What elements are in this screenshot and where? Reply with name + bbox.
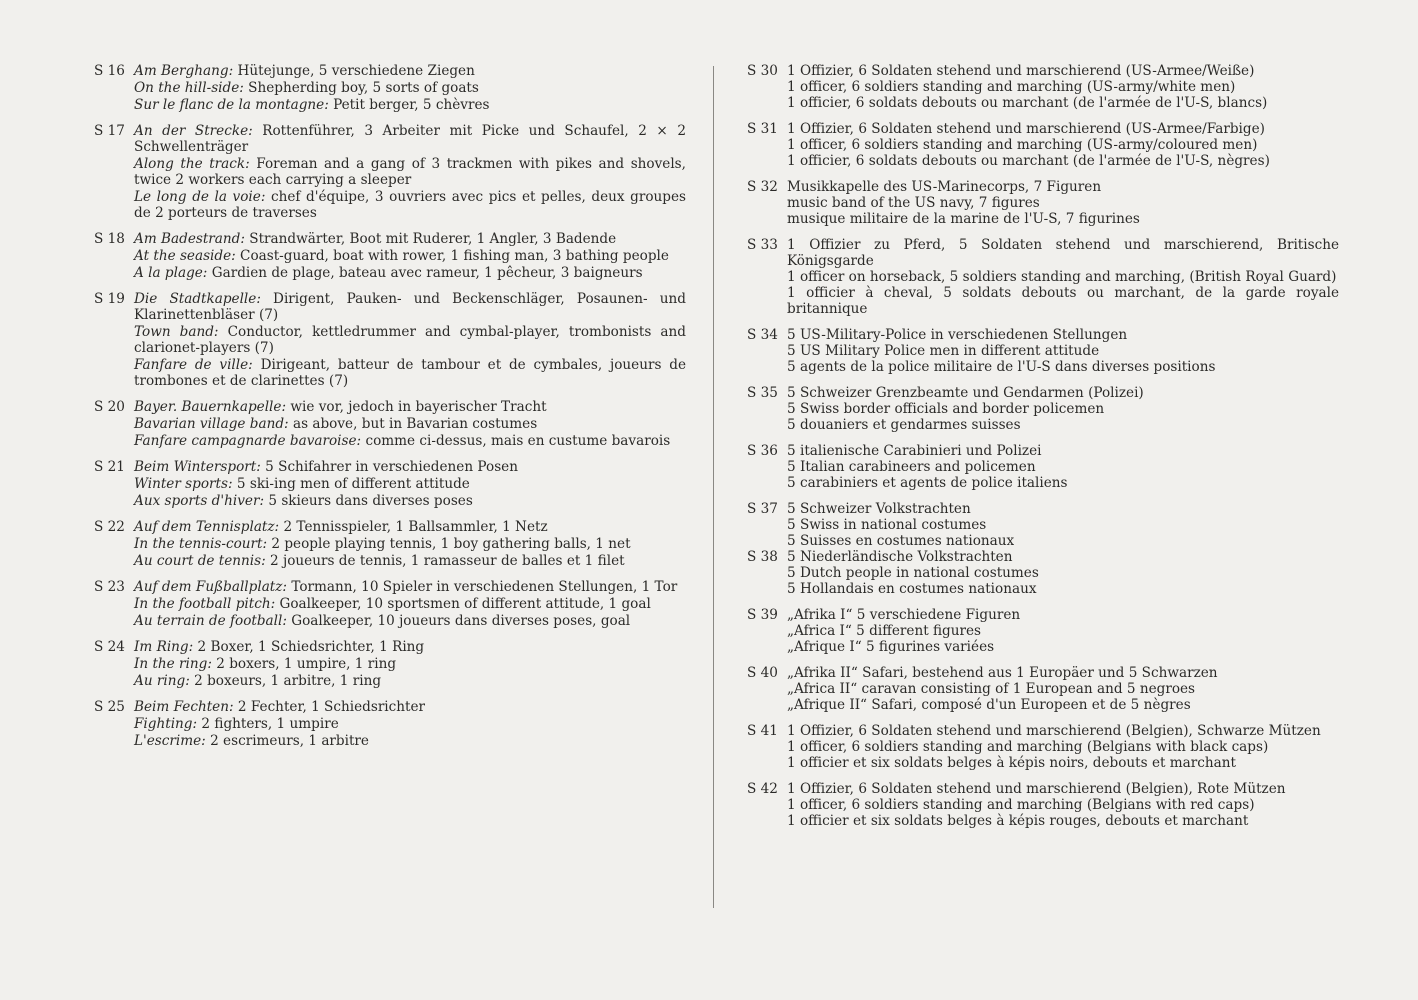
entry-description bbox=[787, 385, 1339, 433]
description-line bbox=[134, 433, 686, 449]
catalog-entry bbox=[747, 385, 1339, 433]
entry-description bbox=[134, 291, 686, 389]
entry-code: S 32 bbox=[747, 179, 778, 195]
entry-description bbox=[787, 121, 1339, 169]
scene-label: Am Badestrand: bbox=[134, 231, 245, 247]
entry-code: S 25 bbox=[94, 699, 125, 715]
description-line bbox=[134, 248, 686, 264]
scene-text: chef d'équipe, 3 ouvriers avec pics et pelles, deux groupes de 2 porteurs de traverses bbox=[134, 189, 686, 221]
description-line: „Africa I“ 5 different figures bbox=[787, 623, 982, 639]
scene-label: An der Strecke: bbox=[134, 123, 253, 139]
entry-description bbox=[134, 459, 686, 509]
catalog-entry bbox=[747, 179, 1339, 227]
scene-label: At the seaside: bbox=[134, 248, 236, 264]
description-line bbox=[134, 291, 686, 323]
scene-label: Along the track: bbox=[134, 156, 250, 172]
description-line bbox=[134, 733, 686, 749]
description-line: 5 Suisses en costumes nationaux bbox=[787, 533, 1015, 549]
description-line bbox=[134, 493, 686, 509]
catalog-entry bbox=[747, 443, 1339, 491]
scene-label: In the football pitch: bbox=[134, 596, 276, 612]
scene-text: Goalkeeper, 10 sportsmen of different attitude, 1 goal bbox=[275, 596, 651, 612]
entry-code: S 17 bbox=[94, 123, 125, 139]
entry-code: S 18 bbox=[94, 231, 125, 247]
catalog-entry bbox=[747, 121, 1339, 169]
description-line: „Afrique II“ Safari, composé d'un Europeen et de 5 nègres bbox=[787, 697, 1191, 713]
description-line: 5 Schweizer Volkstrachten bbox=[787, 501, 971, 517]
scene-text: Coast-guard, boat with rower, 1 fishing man, 3 bathing people bbox=[235, 248, 669, 264]
description-line bbox=[134, 63, 686, 79]
entry-description bbox=[787, 549, 1339, 597]
description-line: „Africa II“ caravan consisting of 1 European and 5 negroes bbox=[787, 681, 1196, 697]
scene-label: Beim Fechten: bbox=[134, 699, 234, 715]
scene-label: Am Berghang: bbox=[134, 63, 234, 79]
scene-text: Tormann, 10 Spieler in verschiedenen Stellungen, 1 Tor bbox=[287, 579, 678, 595]
catalog-entry bbox=[747, 63, 1339, 111]
entry-code: S 24 bbox=[94, 639, 125, 655]
scene-label: Die Stadtkapelle: bbox=[134, 291, 261, 307]
description-line: 1 officer on horseback, 5 soldiers standing and marching, (British Royal Guard) bbox=[787, 269, 1337, 285]
scene-text: wie vor, jedoch in bayerischer Tracht bbox=[286, 399, 547, 415]
description-line bbox=[134, 699, 686, 715]
right-column bbox=[747, 63, 1339, 839]
description-line: 5 Dutch people in national costumes bbox=[787, 565, 1039, 581]
entry-description bbox=[787, 781, 1339, 829]
description-line bbox=[134, 579, 686, 595]
entry-description bbox=[787, 607, 1339, 655]
scene-label: On the hill-side: bbox=[134, 80, 244, 96]
entry-description bbox=[787, 443, 1339, 491]
description-line bbox=[134, 639, 686, 655]
scene-text: 2 boxeurs, 1 arbitre, 1 ring bbox=[189, 673, 382, 689]
scene-text: 5 ski-ing men of different attitude bbox=[232, 476, 470, 492]
catalog-entry bbox=[747, 781, 1339, 829]
entry-description bbox=[134, 399, 686, 449]
description-line: 1 Offizier, 6 Soldaten stehend und marschierend (Belgien), Rote Mützen bbox=[787, 781, 1286, 797]
catalog-entry bbox=[747, 607, 1339, 655]
catalog-entry bbox=[747, 549, 1339, 597]
description-line: 1 officier à cheval, 5 soldats debouts ou marchant, de la garde royale britannique bbox=[787, 285, 1339, 317]
description-line bbox=[134, 553, 686, 569]
description-line bbox=[134, 357, 686, 389]
scene-text: 2 Fechter, 1 Schiedsrichter bbox=[233, 699, 426, 715]
description-line: 5 Swiss in national costumes bbox=[787, 517, 987, 533]
scene-text: 2 Tennisspieler, 1 Ballsammler, 1 Netz bbox=[279, 519, 548, 535]
description-line bbox=[134, 80, 686, 96]
catalog-entry bbox=[94, 399, 686, 449]
scene-text: Dirigent, Pauken- und Beckenschläger, Posaunen- und Klarinettenbläser (7) bbox=[134, 291, 686, 323]
entry-code: S 23 bbox=[94, 579, 125, 595]
scene-text: Goalkeeper, 10 joueurs dans diverses poses, goal bbox=[286, 613, 631, 629]
description-line: „Afrika I“ 5 verschiedene Figuren bbox=[787, 607, 1021, 623]
description-line: 1 officier et six soldats belges à képis rouges, debouts et marchant bbox=[787, 813, 1249, 829]
scene-text: 2 boxers, 1 umpire, 1 ring bbox=[211, 656, 397, 672]
catalog-entry bbox=[94, 63, 686, 113]
entry-code: S 37 bbox=[747, 501, 778, 517]
scene-label: Beim Wintersport: bbox=[134, 459, 261, 475]
description-line: music band of the US navy, 7 figures bbox=[787, 195, 1040, 211]
catalog-entry bbox=[94, 519, 686, 569]
scene-text: Conductor, kettledrummer and cymbal-player, trombonists and clarionet-players (7) bbox=[134, 324, 686, 356]
scene-text: Rottenführer, 3 Arbeiter mit Picke und Schaufel, 2 × 2 Schwellenträger bbox=[134, 123, 686, 155]
entry-description bbox=[134, 231, 686, 281]
entry-description bbox=[134, 579, 686, 629]
entry-description bbox=[134, 123, 686, 221]
description-line: musique militaire de la marine de l'U-S, 7 figurines bbox=[787, 211, 1140, 227]
catalog-entry bbox=[94, 459, 686, 509]
entry-code: S 35 bbox=[747, 385, 778, 401]
description-line bbox=[134, 656, 686, 672]
description-line bbox=[134, 673, 686, 689]
entry-description bbox=[134, 63, 686, 113]
scene-text: Dirigeant, batteur de tambour et de cymbales, joueurs de trombones et de clarinettes (7) bbox=[134, 357, 686, 389]
description-line bbox=[134, 536, 686, 552]
description-line: 5 italienische Carabinieri und Polizei bbox=[787, 443, 1042, 459]
description-line: 5 Italian carabineers and policemen bbox=[787, 459, 1036, 475]
description-line bbox=[134, 459, 686, 475]
scene-label: In the tennis-court: bbox=[134, 536, 268, 552]
description-line: 5 Swiss border officials and border policemen bbox=[787, 401, 1105, 417]
entry-code: S 16 bbox=[94, 63, 125, 79]
entry-description bbox=[787, 179, 1339, 227]
entry-code: S 33 bbox=[747, 237, 778, 253]
scene-text: Hütejunge, 5 verschiedene Ziegen bbox=[233, 63, 475, 79]
catalog-entry bbox=[94, 579, 686, 629]
entry-description bbox=[787, 665, 1339, 713]
description-line bbox=[134, 231, 686, 247]
scene-text: Foreman and a gang of 3 trackmen with pikes and shovels, twice 2 workers each carrying a sleeper bbox=[134, 156, 686, 188]
catalog-entry bbox=[94, 123, 686, 221]
scene-label: Auf dem Tennisplatz: bbox=[134, 519, 280, 535]
scene-text: Gardien de plage, bateau avec rameur, 1 pêcheur, 3 baigneurs bbox=[207, 265, 643, 281]
scene-text: Shepherding boy, 5 sorts of goats bbox=[243, 80, 479, 96]
description-line: 1 officier, 6 soldats debouts ou marchant (de l'armée de l'U-S, nègres) bbox=[787, 153, 1270, 169]
scene-text: comme ci-dessus, mais en custume bavarois bbox=[361, 433, 671, 449]
scene-label: Bavarian village band: bbox=[134, 416, 289, 432]
scene-label: Fanfare campagnarde bavaroise: bbox=[134, 433, 362, 449]
description-line: 1 officier et six soldats belges à képis noirs, debouts et marchant bbox=[787, 755, 1236, 771]
entry-code: S 42 bbox=[747, 781, 778, 797]
catalog-entry bbox=[747, 327, 1339, 375]
catalog-entry bbox=[94, 699, 686, 749]
scene-label: Auf dem Fußballplatz: bbox=[134, 579, 288, 595]
scene-text: Petit berger, 5 chèvres bbox=[328, 97, 490, 113]
description-line: 1 officer, 6 soldiers standing and marching (US-army/coloured men) bbox=[787, 137, 1258, 153]
description-line bbox=[134, 519, 686, 535]
entry-description bbox=[787, 327, 1339, 375]
description-line: 1 Offizier, 6 Soldaten stehend und marschierend (US-Armee/Farbige) bbox=[787, 121, 1265, 137]
description-line: 5 Schweizer Grenzbeamte und Gendarmen (Polizei) bbox=[787, 385, 1144, 401]
entry-code: S 22 bbox=[94, 519, 125, 535]
description-line bbox=[134, 156, 686, 188]
entry-code: S 21 bbox=[94, 459, 125, 475]
description-line: 5 US-Military-Police in verschiedenen Stellungen bbox=[787, 327, 1128, 343]
description-line: 1 officer, 6 soldiers standing and marching (Belgians with red caps) bbox=[787, 797, 1255, 813]
description-line bbox=[134, 476, 686, 492]
scene-label: Bayer. Bauernkapelle: bbox=[134, 399, 287, 415]
description-line: 5 douaniers et gendarmes suisses bbox=[787, 417, 1021, 433]
scene-label: Aux sports d'hiver: bbox=[134, 493, 265, 509]
scene-label: In the ring: bbox=[134, 656, 212, 672]
catalog-entry bbox=[94, 291, 686, 389]
description-line bbox=[134, 324, 686, 356]
description-line bbox=[134, 189, 686, 221]
entry-code: S 39 bbox=[747, 607, 778, 623]
entry-description bbox=[787, 237, 1339, 317]
scene-label: L'escrime: bbox=[134, 733, 206, 749]
scene-label: Sur le flanc de la montagne: bbox=[134, 97, 329, 113]
scene-text: 5 Schifahrer in verschiedenen Posen bbox=[260, 459, 518, 475]
entry-description bbox=[787, 501, 1339, 549]
entry-description bbox=[134, 699, 686, 749]
scene-label: Fighting: bbox=[134, 716, 198, 732]
entry-code: S 36 bbox=[747, 443, 778, 459]
catalog-entry bbox=[94, 639, 686, 689]
description-line: 1 Offizier, 6 Soldaten stehend und marschierend (US-Armee/Weiße) bbox=[787, 63, 1255, 79]
scene-label: A la plage: bbox=[134, 265, 208, 281]
left-column bbox=[94, 63, 686, 759]
catalog-entry bbox=[747, 665, 1339, 713]
description-line: 5 Hollandais en costumes nationaux bbox=[787, 581, 1037, 597]
catalog-entry bbox=[747, 723, 1339, 771]
description-line: 1 Offizier, 6 Soldaten stehend und marschierend (Belgien), Schwarze Mützen bbox=[787, 723, 1321, 739]
description-line bbox=[134, 265, 686, 281]
entry-code: S 40 bbox=[747, 665, 778, 681]
entry-code: S 41 bbox=[747, 723, 778, 739]
description-line bbox=[134, 97, 686, 113]
description-line: 5 carabiniers et agents de police italiens bbox=[787, 475, 1068, 491]
description-line bbox=[134, 123, 686, 155]
catalog-entry bbox=[747, 501, 1339, 549]
scene-text: as above, but in Bavarian costumes bbox=[288, 416, 538, 432]
entry-code: S 19 bbox=[94, 291, 125, 307]
scene-label: Au terrain de football: bbox=[134, 613, 287, 629]
description-line: 1 officer, 6 soldiers standing and marching (Belgians with black caps) bbox=[787, 739, 1269, 755]
entry-description bbox=[134, 519, 686, 569]
entry-description bbox=[134, 639, 686, 689]
scene-label: Au court de tennis: bbox=[134, 553, 266, 569]
description-line: 5 Niederländische Volkstrachten bbox=[787, 549, 1013, 565]
scene-label: Fanfare de ville: bbox=[134, 357, 253, 373]
scene-text: 2 fighters, 1 umpire bbox=[197, 716, 339, 732]
scene-text: 2 people playing tennis, 1 boy gathering balls, 1 net bbox=[267, 536, 631, 552]
catalog-entry bbox=[94, 231, 686, 281]
description-line bbox=[134, 399, 686, 415]
description-line: „Afrique I“ 5 figurines variées bbox=[787, 639, 995, 655]
description-line: „Afrika II“ Safari, bestehend aus 1 Europäer und 5 Schwarzen bbox=[787, 665, 1218, 681]
scene-text: 2 joueurs de tennis, 1 ramasseur de balles et 1 filet bbox=[265, 553, 625, 569]
column-divider bbox=[713, 66, 714, 908]
scene-label: Le long de la voie: bbox=[134, 189, 266, 205]
description-line: 1 Offizier zu Pferd, 5 Soldaten stehend und marschierend, Britische Königsgarde bbox=[787, 237, 1339, 269]
description-line: 1 officier, 6 soldats debouts ou marchant (de l'armée de l'U-S, blancs) bbox=[787, 95, 1268, 111]
description-line bbox=[134, 716, 686, 732]
scene-label: Im Ring: bbox=[134, 639, 194, 655]
description-line bbox=[134, 416, 686, 432]
description-line: Musikkapelle des US-Marinecorps, 7 Figuren bbox=[787, 179, 1102, 195]
entry-description bbox=[787, 63, 1339, 111]
entry-code: S 38 bbox=[747, 549, 778, 565]
entry-code: S 20 bbox=[94, 399, 125, 415]
entry-code: S 34 bbox=[747, 327, 778, 343]
description-line bbox=[134, 613, 686, 629]
scene-label: Town band: bbox=[134, 324, 219, 340]
entry-code: S 30 bbox=[747, 63, 778, 79]
scene-label: Winter sports: bbox=[134, 476, 233, 492]
description-line: 1 officer, 6 soldiers standing and marching (US-army/white men) bbox=[787, 79, 1236, 95]
description-line: 5 agents de la police militaire de l'U-S dans diverses positions bbox=[787, 359, 1216, 375]
description-line: 5 US Military Police men in different attitude bbox=[787, 343, 1100, 359]
catalog-entry bbox=[747, 237, 1339, 317]
entry-description bbox=[787, 723, 1339, 771]
description-line bbox=[134, 596, 686, 612]
entry-code: S 31 bbox=[747, 121, 778, 137]
scene-text: 2 Boxer, 1 Schiedsrichter, 1 Ring bbox=[193, 639, 425, 655]
scene-label: Au ring: bbox=[134, 673, 190, 689]
scene-text: 5 skieurs dans diverses poses bbox=[264, 493, 473, 509]
scene-text: 2 escrimeurs, 1 arbitre bbox=[205, 733, 369, 749]
scene-text: Strandwärter, Boot mit Ruderer, 1 Angler, 3 Badende bbox=[244, 231, 617, 247]
